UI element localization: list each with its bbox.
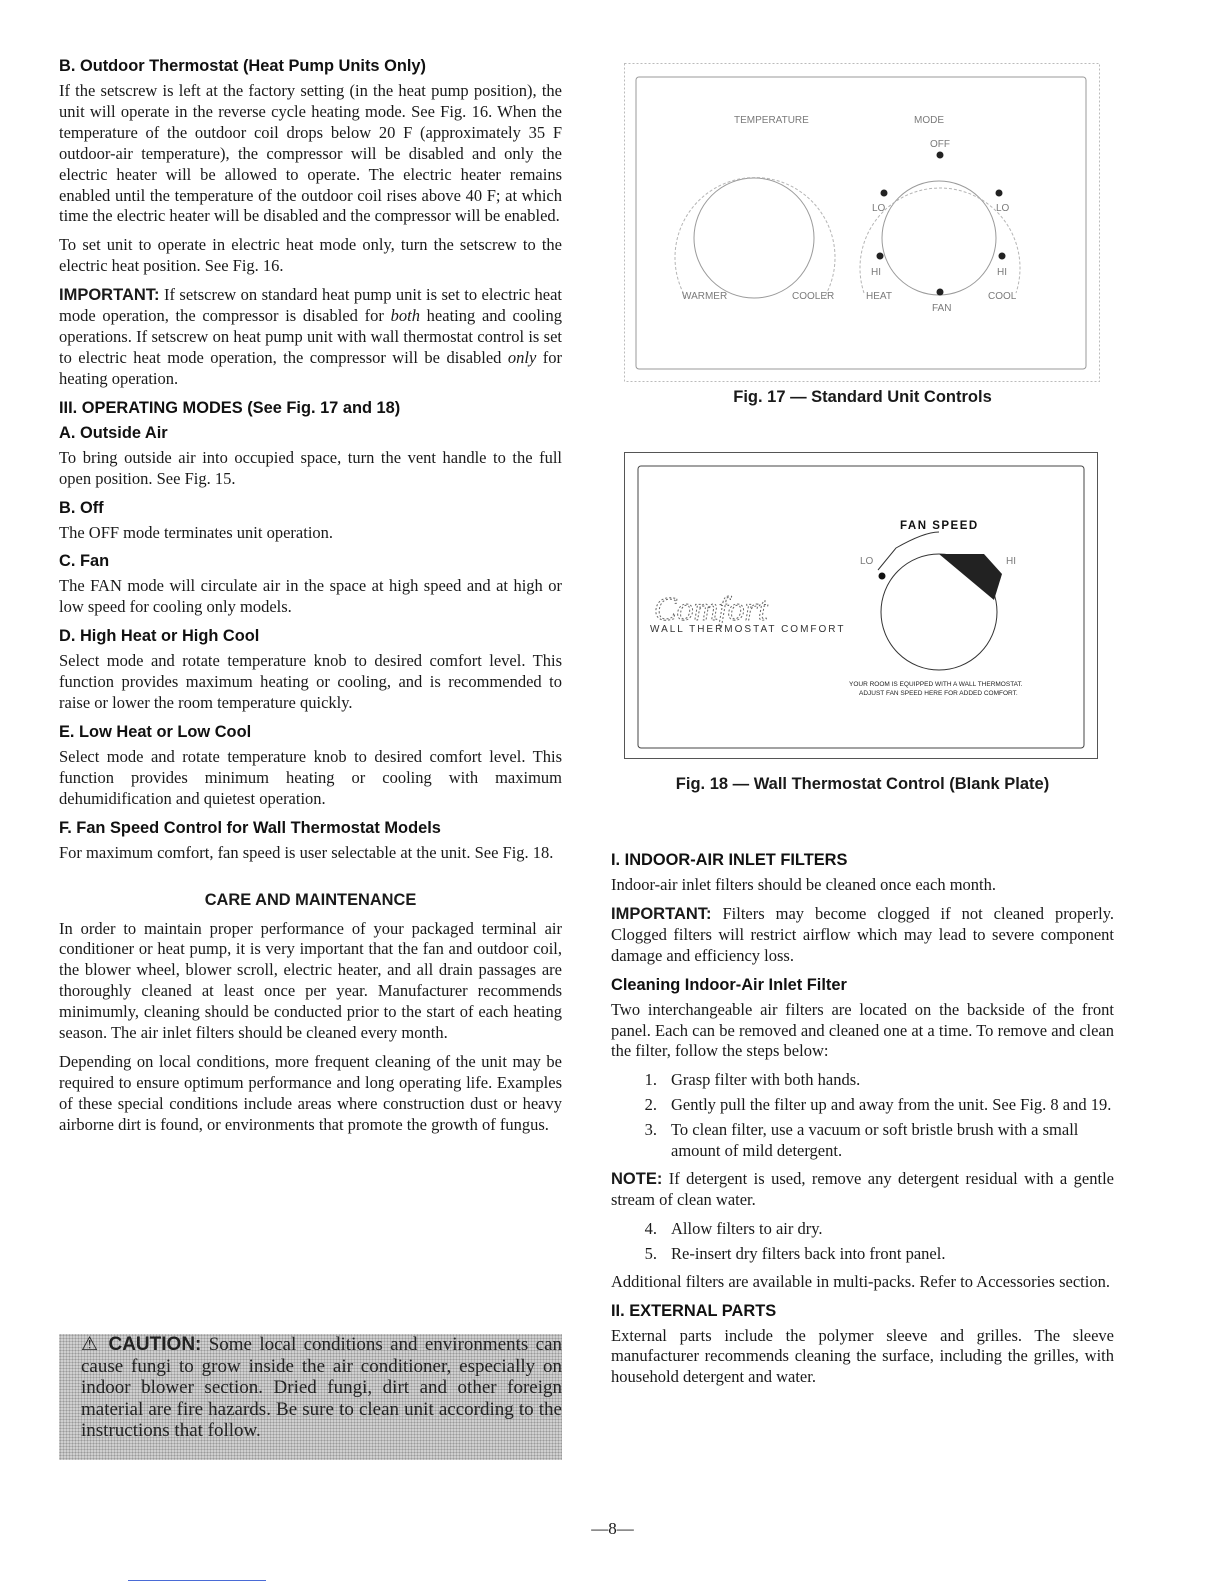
step-number: 1. — [644, 1070, 657, 1090]
text-run: Filters may become clogged if not cleaned properly. Clogged filters will restrict airflow which may lead to severe component damage and efficiency loss. — [611, 903, 1114, 965]
paragraph: The FAN mode will circulate air in the space at high speed and at high or low speed for cooling only models. — [59, 576, 562, 617]
off-label: OFF — [930, 139, 950, 150]
step-number: 3. — [644, 1120, 657, 1140]
steps-list — [611, 1219, 1114, 1265]
cool-label: COOL — [988, 291, 1017, 302]
link-underline — [128, 1580, 266, 1581]
lo-right-dot — [996, 190, 1003, 197]
paragraph: For maximum comfort, fan speed is user selectable at the unit. See Fig. 18. — [59, 842, 554, 862]
left-column — [59, 56, 562, 1144]
paragraph: Depending on local conditions, more frequent cleaning of the unit may be required to ensure optimum performance and long operating life. Examples of these special conditions include areas where construction dust or heavy airborne dirt is found, or environments that promote the growth of fungus. — [59, 1052, 562, 1134]
sub-heading: F. Fan Speed Control for Wall Thermostat Models — [59, 818, 441, 837]
fan-dot — [937, 289, 944, 296]
fig18-note-2: ADJUST FAN SPEED HERE FOR ADDED COMFORT. — [859, 690, 1018, 697]
temperature-arc — [675, 178, 835, 298]
paragraph: To set unit to operate in electric heat mode only, turn the setscrew to the electric heat position. See Fig. 16. — [59, 235, 562, 276]
paragraph: Select mode and rotate temperature knob to desired comfort level. This function provides maximum heating or cooling, and is recommended to raise or lower the room temperature quickly. — [59, 651, 562, 713]
emphasis: both — [390, 306, 420, 326]
fan-hi-label: HI — [1006, 556, 1016, 567]
lo-right-label: LO — [996, 203, 1010, 214]
right-column — [611, 850, 1114, 1396]
step-text: Re-insert dry filters back into front panel. — [671, 1243, 946, 1263]
note-paragraph — [611, 1169, 1114, 1211]
fig17-standard-unit-controls — [624, 63, 1100, 383]
care-heading: CARE AND MAINTENANCE — [204, 890, 417, 909]
heat-label: HEAT — [866, 291, 892, 302]
important-label: IMPORTANT: — [59, 286, 160, 305]
sub-heading: Cleaning Indoor-Air Inlet Filter — [611, 975, 847, 994]
section-heading: II. EXTERNAL PARTS — [611, 1301, 777, 1320]
off-dot — [937, 152, 944, 159]
hi-left-label: HI — [871, 267, 881, 278]
sub-heading: A. Outside Air — [59, 423, 168, 442]
fig18-wall-thermostat — [624, 452, 1098, 760]
fan-speed-arc — [878, 532, 939, 570]
list-item — [611, 1070, 1114, 1091]
paragraph: External parts include the polymer sleeve and grilles. The sleeve manufacturer recommends cleaning the surface, including the grilles, with household detergent and water. — [611, 1325, 1114, 1387]
section-heading: III. OPERATING MODES (See Fig. 17 and 18) — [59, 398, 401, 417]
step-text: Gently pull the filter up and away from the unit. See Fig. 8 and 19. — [671, 1095, 1112, 1115]
paragraph: To bring outside air into occupied space, turn the vent handle to the full open position. See Fig. 15. — [59, 447, 562, 488]
sub-heading: D. High Heat or High Cool — [59, 627, 260, 646]
text-run: for heating operation. — [59, 347, 562, 388]
list-item — [611, 1120, 1114, 1162]
lo-left-dot — [881, 190, 888, 197]
paragraph: If the setscrew is left at the factory setting (in the heat pump position), the unit will operate in the reverse cycle heating mode. See Fig. 16. When the temperature of the outdoor coil drops below 20 F (approximately 35 F outdoor-air temperature), the compressor will be disabled and only the electric heater will be allowed to operate. The electric heater remains enabled until the temperature of the outdoor coil rises above 40 F; at which time the electric heater will be disabled and the compressor will be enabled. — [59, 81, 562, 226]
text-run: If detergent is used, remove any detergent residual with a gentle stream of clean water. — [611, 1168, 1114, 1209]
page-number: —8— — [591, 1519, 634, 1538]
comfort-logo: Comfort — [654, 591, 768, 628]
important-paragraph — [611, 904, 1114, 967]
steps-list — [611, 1070, 1114, 1162]
text-run: If setscrew on standard heat pump unit is set to electric heat mode operation, the compressor is disabled for — [59, 285, 562, 326]
list-item — [611, 1244, 1114, 1265]
cooler-label: COOLER — [792, 291, 835, 302]
paragraph: Select mode and rotate temperature knob to desired comfort level. This function provides minimum heating or cooling with maximum dehumidification and quietest operation. — [59, 746, 562, 808]
step-text: To clean filter, use a vacuum or soft bristle brush with a small amount of mild detergent. — [671, 1120, 1079, 1161]
fig18-note-1: YOUR ROOM IS EQUIPPED WITH A WALL THERMOSTAT. — [849, 681, 1023, 688]
temperature-label: TEMPERATURE — [734, 115, 809, 126]
hi-right-label: HI — [997, 267, 1007, 278]
caution-text: Some local conditions and environments can cause fungi to grow inside the air conditioner, especially on indoor blower section. Dried fungi, dirt and other foreign material are fire hazards. Be sure to clean unit according to the instructions that follow. — [81, 1334, 563, 1441]
sub-heading: E. Low Heat or Low Cool — [59, 722, 252, 741]
fig17-plate — [636, 77, 1086, 369]
sub-heading: B. Off — [59, 498, 104, 517]
mode-label: MODE — [914, 115, 944, 126]
caution-box — [59, 1334, 562, 1460]
list-item — [611, 1219, 1114, 1240]
note-label: NOTE: — [611, 1169, 663, 1188]
fan-speed-ramp — [939, 554, 1002, 600]
sub-heading: C. Fan — [59, 552, 110, 571]
hi-left-dot — [877, 253, 884, 260]
text-run: heating and cooling operations. If setscrew on heat pump unit with wall thermostat control is set to electric heat mode operation, the compressor will be disabled — [59, 306, 562, 367]
hi-right-dot — [999, 253, 1006, 260]
step-text: Grasp filter with both hands. — [671, 1070, 861, 1090]
caution-label: ⚠ CAUTION: — [81, 1334, 202, 1355]
section-heading: I. INDOOR-AIR INLET FILTERS — [611, 851, 848, 869]
section-heading: B. Outdoor Thermostat (Heat Pump Units Only) — [59, 57, 426, 75]
fan-lo-label: LO — [860, 556, 874, 567]
important-paragraph — [59, 285, 562, 390]
paragraph: In order to maintain proper performance of your packaged terminal air conditioner or heat pump, it is very important that the fan and outdoor coil, the blower wheel, blower scroll, electric heater, and all drain passages are thoroughly cleaned at least once per year. Manufacturer recommends minimumly, cleaning should be conducted prior to the start of each heating season. The air inlet filters should be cleaned every month. — [59, 918, 562, 1043]
paragraph: Indoor-air inlet filters should be cleaned once each month. — [611, 875, 996, 894]
warmer-label: WARMER — [682, 291, 728, 302]
fan-lo-dot — [879, 573, 886, 580]
fan-speed-label: FAN SPEED — [900, 520, 979, 532]
comfort-logo-sub: WALL THERMOSTAT COMFORT — [650, 624, 846, 635]
step-number: 2. — [644, 1095, 657, 1115]
paragraph: Two interchangeable air filters are located on the backside of the front panel. Each can be removed and cleaned one at a time. To remove and clean the filter, follow the steps below: — [611, 999, 1114, 1061]
fig17-caption: Fig. 17 — Standard Unit Controls — [733, 388, 992, 406]
paragraph: Additional filters are available in multi-packs. Refer to Accessories section. — [611, 1271, 1110, 1291]
step-number: 5. — [644, 1243, 657, 1263]
list-item — [611, 1095, 1114, 1116]
step-number: 4. — [644, 1218, 657, 1238]
lo-left-label: LO — [872, 203, 886, 214]
fan-label: FAN — [932, 303, 952, 314]
fig17-drawing — [624, 63, 1100, 383]
important-label: IMPORTANT: — [611, 904, 712, 923]
paragraph: The OFF mode terminates unit operation. — [59, 522, 334, 542]
temperature-knob — [694, 178, 814, 298]
fig18-drawing — [624, 452, 1098, 760]
fig18-caption: Fig. 18 — Wall Thermostat Control (Blank Plate) — [675, 775, 1050, 793]
step-text: Allow filters to air dry. — [671, 1218, 823, 1238]
emphasis: only — [507, 347, 537, 367]
